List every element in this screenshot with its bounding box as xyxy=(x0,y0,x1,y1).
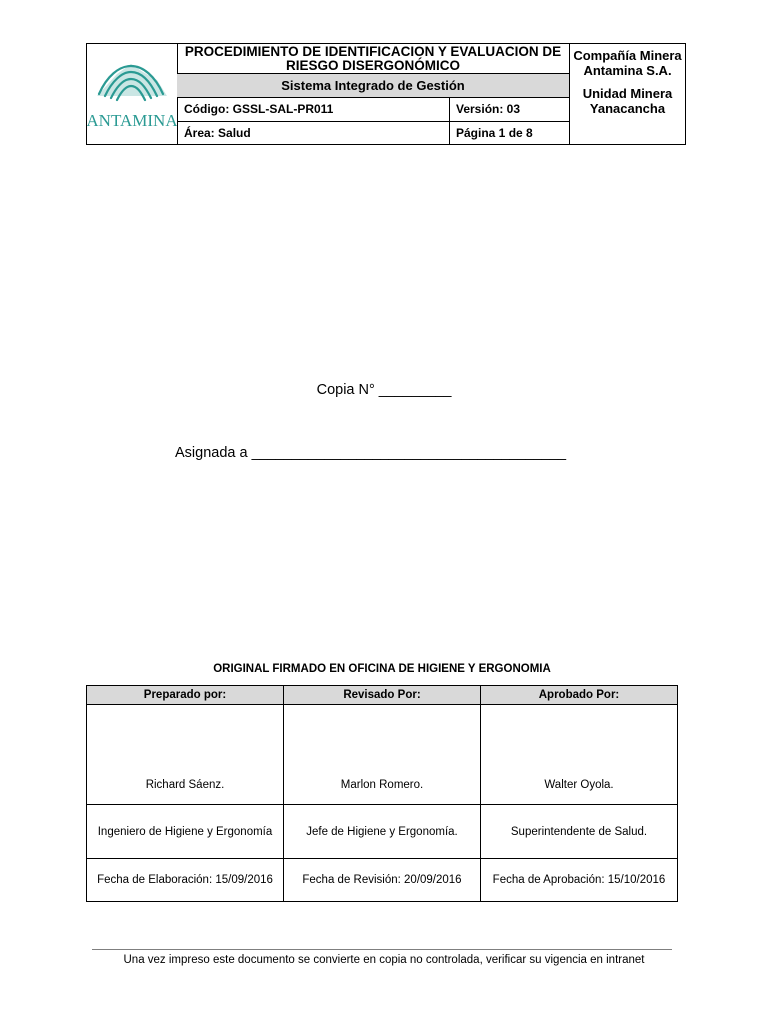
column-header-prepared: Preparado por: xyxy=(87,686,284,705)
signature-header-row xyxy=(87,686,678,705)
preparer-role: Ingeniero de Higiene y Ergonomía xyxy=(87,805,284,859)
signature-name-row xyxy=(87,705,678,805)
approver-role: Superintendente de Salud. xyxy=(481,805,678,859)
document-header xyxy=(86,43,686,145)
document-area: Área: Salud xyxy=(177,122,450,144)
document-code: Código: GSSL-SAL-PR011 xyxy=(177,98,450,122)
copy-number-line: Copia N° _________ xyxy=(316,382,452,398)
signature-role-row xyxy=(87,805,678,859)
reviewer-role: Jefe de Higiene y Ergonomía. xyxy=(284,805,481,859)
assigned-to-line: Asignada a _______________________________________ xyxy=(175,445,567,461)
approval-date: Fecha de Aprobación: 15/10/2016 xyxy=(481,859,678,902)
system-name: Sistema Integrado de Gestión xyxy=(177,74,569,98)
column-header-approved: Aprobado Por: xyxy=(481,686,678,705)
company-name: Compañía Minera Antamina S.A. xyxy=(573,48,682,78)
document-title: PROCEDIMIENTO DE IDENTIFICACION Y EVALUACION DE RIESGO DISERGONÓMICO xyxy=(177,44,569,74)
unit-name: Unidad Minera Yanacancha xyxy=(582,86,673,116)
reviewer-name: Marlon Romero. xyxy=(284,705,481,805)
approver-name: Walter Oyola. xyxy=(481,705,678,805)
antamina-logo xyxy=(87,44,177,144)
logo-cell xyxy=(87,44,178,144)
footer-note: Una vez impreso este documento se convierte en copia no controlada, verificar su vigencia en intranet xyxy=(123,954,645,966)
signature-table xyxy=(86,685,678,902)
signature-section-title: ORIGINAL FIRMADO EN OFICINA DE HIGIENE Y ERGONOMIA xyxy=(213,663,551,675)
preparer-name: Richard Sáenz. xyxy=(87,705,284,805)
page-number: Página 1 de 8 xyxy=(456,126,533,140)
logo-wordmark: ANTAMINA xyxy=(87,111,177,130)
review-date: Fecha de Revisión: 20/09/2016 xyxy=(284,859,481,902)
document-version: Versión: 03 xyxy=(450,98,569,122)
footer-divider xyxy=(92,949,672,950)
signature-date-row xyxy=(87,859,678,902)
column-header-reviewed: Revisado Por: xyxy=(284,686,481,705)
preparation-date: Fecha de Elaboración: 15/09/2016 xyxy=(87,859,284,902)
company-cell xyxy=(569,44,685,144)
